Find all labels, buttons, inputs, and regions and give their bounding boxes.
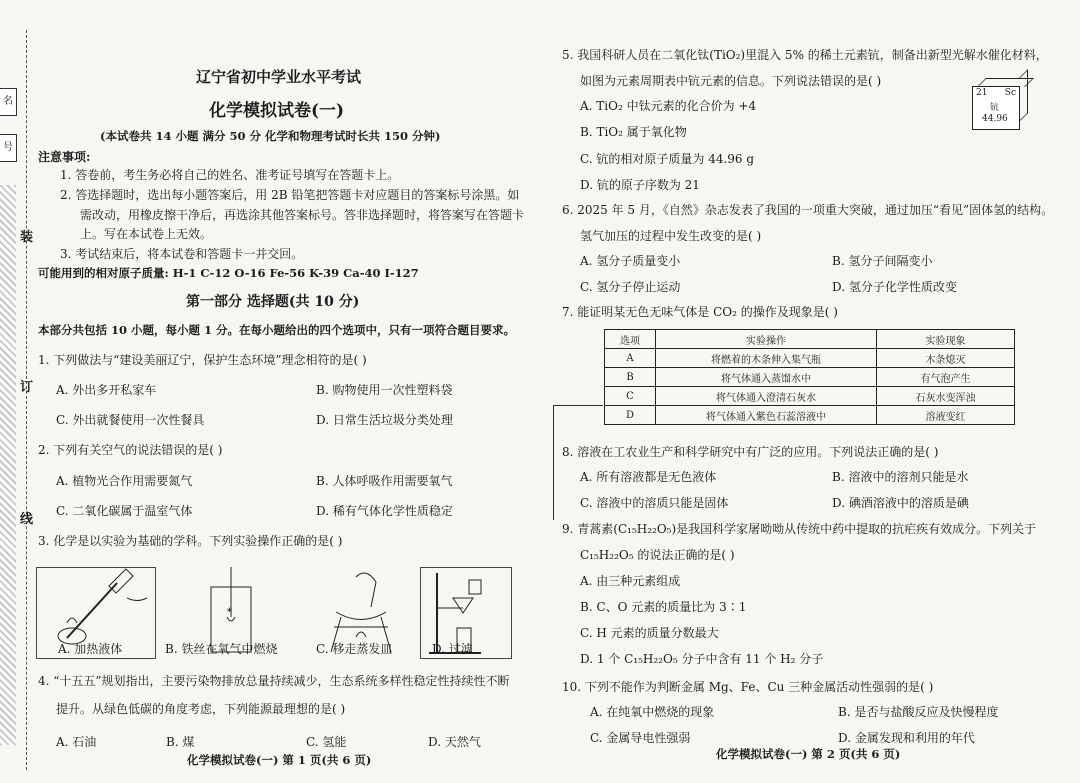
q9-option-d: D. 1 个 C₁₅H₂₂O₅ 分子中含有 11 个 H₂ 分子 (580, 652, 824, 666)
q2-option-d: D. 稀有气体化学性质稳定 (316, 504, 453, 518)
element-symbol: Sc (1004, 88, 1016, 98)
q6-option-d: D. 氢分子化学性质改变 (832, 280, 957, 294)
table-row (605, 387, 1015, 406)
q8-option-d: D. 碘酒溶液中的溶质是碘 (832, 496, 969, 510)
q4-stem-1: 4. “十五五”规划指出，主要污染物排放总量持续减少，生态系统多样性稳定性持续性不断 (38, 674, 510, 688)
side-zhuang: 装 (20, 230, 34, 245)
exam-name: 辽宁省初中学业水平考试 (196, 68, 362, 86)
footer-page-1: 化学模拟试卷(一) 第 1 页(共 6 页) (187, 753, 372, 767)
table-cell: 将燃着的木条伸入集气瓶 (656, 349, 877, 368)
scan-line-vertical (553, 405, 554, 520)
footer-page-2: 化学模拟试卷(一) 第 2 页(共 6 页) (716, 747, 901, 761)
table-header: 实验操作 (656, 330, 877, 349)
table-cell: 石灰水变浑浊 (877, 387, 1015, 406)
table-row (605, 349, 1015, 368)
q9-stem-1: 9. 青蒿素(C₁₅H₂₂O₅)是我国科学家屠呦呦从传统中药中提取的抗疟疾有效成分。下列关于 (562, 522, 1037, 536)
table-header: 选项 (605, 330, 656, 349)
q10-option-b: B. 是否与盐酸反应及快慢程度 (838, 705, 999, 719)
q5-option-c: C. 钪的相对原子质量为 44.96 g (580, 152, 755, 166)
table-cell: 将气体通入紫色石蕊溶液中 (656, 406, 877, 425)
binding-dash-line (26, 30, 27, 770)
note-3: 3. 考试结束后，将本试卷和答题卡一并交回。 (60, 247, 304, 261)
q5-stem-2: 如图为元素周期表中钪元素的信息。下列说法错误的是( ) (580, 74, 882, 88)
q1-option-b: B. 购物使用一次性塑料袋 (316, 383, 453, 397)
q4-stem-2: 提升。从绿色低碳的角度考虑，下列能源最理想的是( ) (56, 702, 346, 716)
q4-option-d: D. 天然气 (428, 735, 481, 749)
q10-stem: 10. 下列不能作为判断金属 Mg、Fe、Cu 三种金属活动性强弱的是( ) (562, 680, 934, 694)
page-title: 化学模拟试卷(一) (209, 101, 345, 121)
note-2: 2. 答选择题时，选出每小题答案后，用 2B 铅笔把答题卡对应题目的答案标号涂黑。如 (60, 188, 520, 202)
element-name: 钪 (990, 103, 1000, 113)
atomic-masses: 可能用到的相对原子质量: H-1 C-12 O-16 Fe-56 K-39 Ca-40 I-127 (38, 266, 419, 280)
q2-stem: 2. 下列有关空气的说法错误的是( ) (38, 443, 223, 457)
q3-option-c: C. 移走蒸发皿 (316, 642, 393, 656)
q8-option-c: C. 溶液中的溶质只能是固体 (580, 496, 729, 510)
q1-option-a: A. 外出多开私家车 (56, 383, 157, 397)
binding-sidebar (0, 0, 18, 783)
table-header-row (605, 330, 1015, 349)
table-cell: 将气体通入澄清石灰水 (656, 387, 877, 406)
q1-option-c: C. 外出就餐使用一次性餐具 (56, 413, 205, 427)
q7-experiment-table (604, 329, 1015, 425)
q4-option-c: C. 氢能 (306, 735, 347, 749)
table-cell: 溶液变红 (877, 406, 1015, 425)
q10-option-d: D. 金属发现和利用的年代 (838, 731, 975, 745)
q3-option-b: B. 铁丝在氧气中燃烧 (165, 642, 278, 656)
notes-heading: 注意事项: (38, 150, 91, 164)
exam-subtitle: (本试卷共 14 小题 满分 50 分 化学和物理考试时长共 150 分钟) (100, 129, 441, 143)
q1-stem: 1. 下列做法与“建设美丽辽宁，保护生态环境”理念相符的是( ) (38, 353, 367, 367)
q7-stem: 7. 能证明某无色无味气体是 CO₂ 的操作及现象是( ) (562, 305, 838, 319)
q6-stem-2: 氢气加压的过程中发生改变的是( ) (580, 229, 762, 243)
q6-option-a: A. 氢分子质量变小 (580, 254, 681, 268)
note-1: 1. 答卷前，考生务必将自己的姓名、准考证号填写在答题卡上。 (60, 168, 400, 182)
q3-option-a: A. 加热液体 (58, 642, 123, 656)
q6-option-b: B. 氢分子间隔变小 (832, 254, 933, 268)
table-cell: D (605, 406, 656, 425)
scan-line (553, 405, 603, 406)
hatch-pattern (0, 185, 16, 745)
q10-option-c: C. 金属导电性强弱 (590, 731, 691, 745)
note-2b: 需改动，用橡皮擦干净后，再选涂其他答案标号。答非选择题时，将答案写在答题卡 (80, 208, 525, 222)
table-row (605, 368, 1015, 387)
q4-option-b: B. 煤 (166, 735, 195, 749)
q3-option-d: D. 过滤 (432, 642, 473, 656)
q6-option-c: C. 氢分子停止运动 (580, 280, 681, 294)
q2-option-c: C. 二氧化碳属于温室气体 (56, 504, 193, 518)
element-cell-scandium (972, 86, 1020, 130)
table-cell: A (605, 349, 656, 368)
q2-option-a: A. 植物光合作用需要氮气 (56, 474, 193, 488)
q8-option-a: A. 所有溶液都是无色液体 (580, 470, 717, 484)
q8-option-b: B. 溶液中的溶剂只能是水 (832, 470, 969, 484)
q8-stem: 8. 溶液在工农业生产和科学研究中有广泛的应用。下列说法正确的是( ) (562, 445, 939, 459)
q5-option-b: B. TiO₂ 属于氧化物 (580, 125, 687, 139)
q9-option-b: B. C、O 元素的质量比为 3∶1 (580, 600, 747, 614)
q1-option-d: D. 日常生活垃圾分类处理 (316, 413, 453, 427)
side-xian: 线 (20, 512, 34, 527)
q9-stem-2: C₁₅H₂₂O₅ 的说法正确的是( ) (580, 548, 735, 562)
q5-option-d: D. 钪的原子序数为 21 (580, 178, 700, 192)
q10-option-a: A. 在纯氧中燃烧的现象 (590, 705, 715, 719)
q2-option-b: B. 人体呼吸作用需要氧气 (316, 474, 453, 488)
table-row (605, 406, 1015, 425)
table-cell: 将气体通入蒸馏水中 (656, 368, 877, 387)
table-cell: 有气泡产生 (877, 368, 1015, 387)
q5-option-a: A. TiO₂ 中钛元素的化合价为 +4 (580, 99, 757, 113)
part1-title: 第一部分 选择题(共 10 分) (186, 294, 360, 310)
table-cell: B (605, 368, 656, 387)
side-ding: 订 (20, 380, 34, 395)
number-box: 号 (0, 134, 17, 162)
svg-text:*: * (227, 607, 232, 618)
note-2c: 上。写在本试卷上无效。 (80, 227, 213, 241)
q9-option-c: C. H 元素的质量分数最大 (580, 626, 719, 640)
element-number: 21 (976, 88, 988, 98)
q4-option-a: A. 石油 (56, 735, 97, 749)
q3-stem: 3. 化学是以实验为基础的学科。下列实验操作正确的是( ) (38, 534, 343, 548)
table-cell: 木条熄灭 (877, 349, 1015, 368)
name-box: 名 (0, 88, 17, 116)
part1-intro: 本部分共包括 10 小题，每小题 1 分。在每小题给出的四个选项中，只有一项符合题目要求。 (38, 323, 516, 337)
q5-stem-1: 5. 我国科研人员在二氧化钛(TiO₂)里混入 5% 的稀土元素钪，制备出新型光解水催化材料， (562, 48, 1048, 62)
element-mass: 44.96 (982, 114, 1008, 124)
table-header: 实验现象 (877, 330, 1015, 349)
q6-stem-1: 6. 2025 年 5 月，《自然》杂志发表了我国的一项重大突破，通过加压“看见”固体氢的结构。 (562, 203, 1054, 217)
q9-option-a: A. 由三种元素组成 (580, 574, 681, 588)
table-cell: C (605, 387, 656, 406)
